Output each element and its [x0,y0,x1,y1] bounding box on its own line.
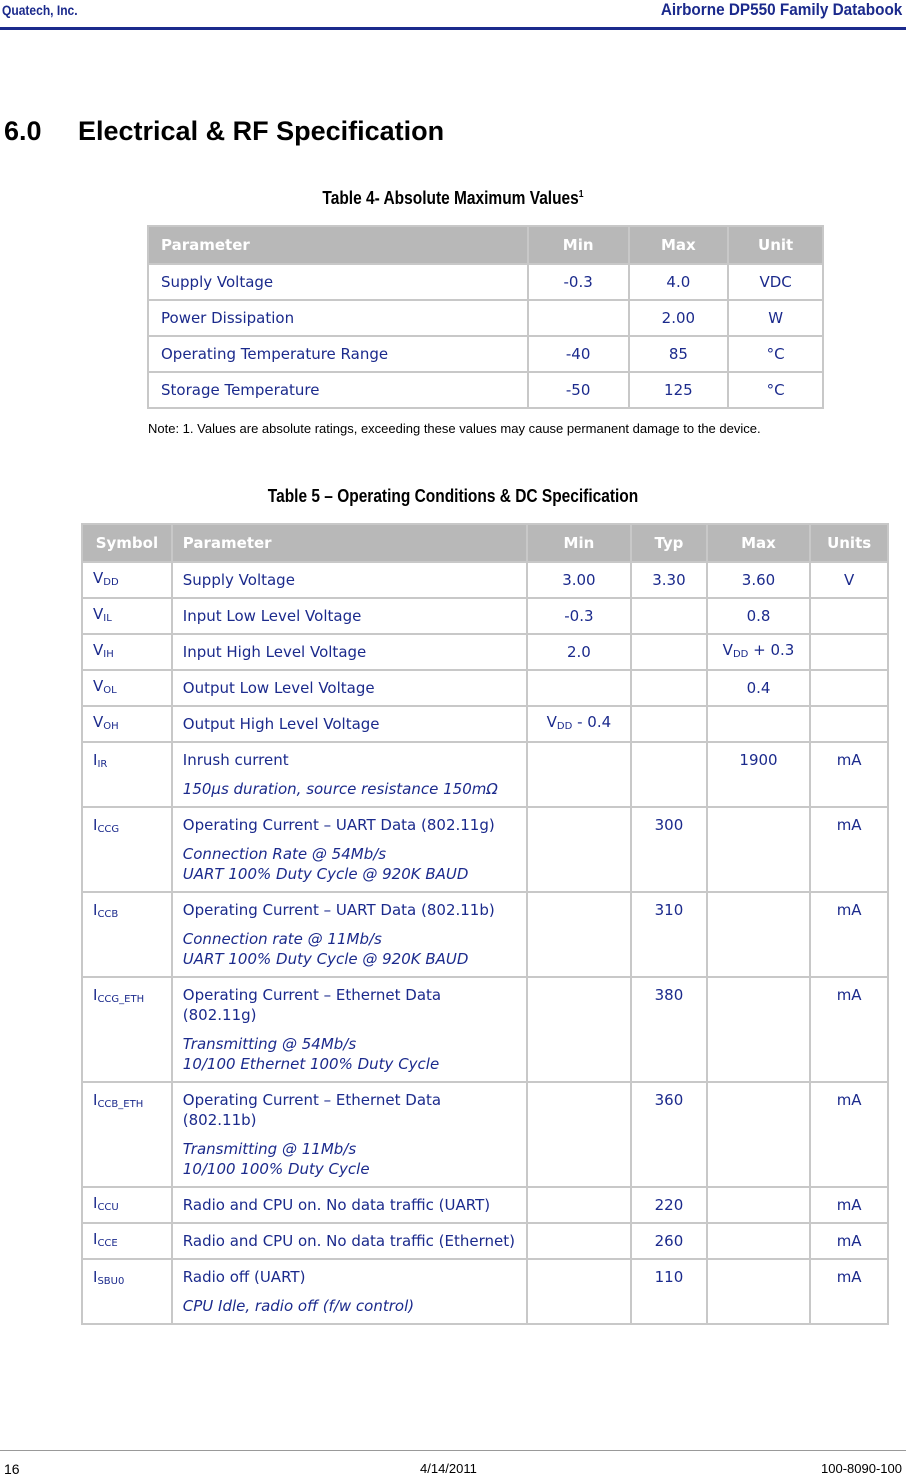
cell-min: 3.00 [527,562,631,598]
cell-symbol: $V_{DD}$ [82,562,172,598]
cell-min: -0.3 [528,264,629,300]
cell-max [707,1223,811,1259]
table4-caption-text: Table 4- Absolute Maximum Values [322,188,579,208]
cell-max [707,1082,811,1187]
col-header-min: Min [528,226,629,264]
cell-max [707,807,811,892]
cell-unit: °C [728,336,823,372]
col-header-unit: Unit [728,226,823,264]
cell-max [707,706,811,742]
cell-min [527,1082,631,1187]
cell-unit: mA [810,807,888,892]
cell-max [707,1259,811,1324]
cell-symbol: $V_{OH}$ [82,706,172,742]
cell-unit: mA [810,977,888,1082]
cell-symbol: $I_{CCE}$ [82,1223,172,1259]
cell-max: 125 [629,372,729,408]
cell-parameter: Output High Level Voltage [172,706,527,742]
table4-caption-footnote: 1 [578,189,584,200]
table-row [82,1223,888,1259]
cell-min [528,300,629,336]
table-row [82,1259,888,1324]
cell-min: $V_{DD} - 0.4$ [527,706,631,742]
cell-parameter: Storage Temperature [148,372,528,408]
cell-min [527,1223,631,1259]
cell-max: 1900 [707,742,811,807]
cell-unit [810,634,888,670]
cell-max: 2.00 [629,300,729,336]
cell-typ: 220 [631,1187,707,1223]
table-row [82,562,888,598]
cell-typ [631,706,707,742]
cell-min: -0.3 [527,598,631,634]
section-title: Electrical & RF Specification [78,116,445,146]
cell-parameter: Radio and CPU on. No data traffic (UART) [172,1187,527,1223]
table-row [82,977,888,1082]
cell-symbol: $I_{CCB\_ETH}$ [82,1082,172,1187]
cell-unit [810,706,888,742]
cell-typ [631,634,707,670]
page-footer [0,1450,906,1480]
col-header-units: Units [810,524,888,562]
col-header-parameter: Parameter [148,226,528,264]
page-header [0,0,906,30]
cell-min [527,807,631,892]
table-row [148,372,823,408]
table-row [82,1187,888,1223]
table-row [148,336,823,372]
cell-typ [631,598,707,634]
table-row [82,706,888,742]
cell-unit: mA [810,1259,888,1324]
table-row [82,742,888,807]
table-row [148,300,823,336]
cell-parameter: Output Low Level Voltage [172,670,527,706]
table-header-row [148,226,823,264]
document-title: Airborne DP550 Family Databook [660,0,902,19]
cell-typ [631,670,707,706]
cell-min [527,742,631,807]
cell-parameter: Inrush current 150µs duration, source resistance 150mΩ [172,742,527,807]
cell-max: 0.4 [707,670,811,706]
cell-symbol: $V_{IL}$ [82,598,172,634]
company-name: Quatech, Inc. [2,2,78,18]
cell-typ: 300 [631,807,707,892]
cell-parameter: Radio and CPU on. No data traffic (Ethernet) [172,1223,527,1259]
cell-max [707,892,811,977]
col-header-symbol: Symbol [82,524,172,562]
cell-parameter: Input High Level Voltage [172,634,527,670]
cell-unit: mA [810,1187,888,1223]
cell-unit: °C [728,372,823,408]
cell-parameter: Operating Current – UART Data (802.11g) Connection Rate @ 54Mb/s UART 100% Duty Cycle @ 920K BAUD [172,807,527,892]
section-heading [4,116,444,147]
table4-caption [63,188,842,209]
cell-min [527,977,631,1082]
cell-min: -40 [528,336,629,372]
document-number: 100-8090-100 [821,1461,902,1476]
table-row [82,1082,888,1187]
cell-max: 3.60 [707,562,811,598]
cell-unit [810,598,888,634]
cell-min: -50 [528,372,629,408]
cell-unit: VDC [728,264,823,300]
cell-parameter: Power Dissipation [148,300,528,336]
cell-max [707,1187,811,1223]
col-header-max: Max [707,524,811,562]
table-row [82,598,888,634]
cell-parameter: Operating Current – UART Data (802.11b) Connection rate @ 11Mb/s UART 100% Duty Cycle @ 920K BAUD [172,892,527,977]
cell-symbol: $V_{IH}$ [82,634,172,670]
cell-max: $V_{DD} + 0.3$ [707,634,811,670]
cell-unit: mA [810,1082,888,1187]
absolute-maximum-table [147,225,824,409]
cell-symbol: $I_{CCG}$ [82,807,172,892]
footer-date: 4/14/2011 [420,1461,477,1476]
cell-symbol: $V_{OL}$ [82,670,172,706]
table-row [82,670,888,706]
cell-parameter: Operating Current – Ethernet Data (802.11g) Transmitting @ 54Mb/s 10/100 Ethernet 100% Duty Cycle [172,977,527,1082]
cell-parameter: Operating Current – Ethernet Data (802.11b) Transmitting @ 11Mb/s 10/100 100% Duty Cycle [172,1082,527,1187]
table-row [82,634,888,670]
cell-max: 85 [629,336,729,372]
cell-symbol: $I_{IR}$ [82,742,172,807]
cell-unit: V [810,562,888,598]
table-row [82,892,888,977]
table-header-row [82,524,888,562]
cell-parameter: Input Low Level Voltage [172,598,527,634]
table-row [82,807,888,892]
cell-parameter: Radio off (UART) CPU Idle, radio off (f/w control) [172,1259,527,1324]
cell-unit: W [728,300,823,336]
section-number: 6.0 [4,116,42,146]
cell-min [527,892,631,977]
cell-unit: mA [810,742,888,807]
cell-symbol: $I_{SBU0}$ [82,1259,172,1324]
table5-caption: Table 5 – Operating Conditions & DC Specification [267,486,639,506]
cell-symbol: $I_{CCG\_ETH}$ [82,977,172,1082]
operating-conditions-table [81,523,889,1325]
col-header-min: Min [527,524,631,562]
cell-min [527,1187,631,1223]
cell-unit [810,670,888,706]
col-header-parameter: Parameter [172,524,527,562]
cell-unit: mA [810,892,888,977]
col-header-max: Max [629,226,729,264]
table-row [148,264,823,300]
cell-parameter: Operating Temperature Range [148,336,528,372]
cell-max: 0.8 [707,598,811,634]
cell-max [707,977,811,1082]
cell-typ: 380 [631,977,707,1082]
cell-typ [631,742,707,807]
cell-parameter: Supply Voltage [172,562,527,598]
cell-typ: 360 [631,1082,707,1187]
cell-min: 2.0 [527,634,631,670]
cell-symbol: $I_{CCB}$ [82,892,172,977]
cell-parameter: Supply Voltage [148,264,528,300]
cell-min [527,670,631,706]
cell-symbol: $I_{CCU}$ [82,1187,172,1223]
cell-max: 4.0 [629,264,729,300]
cell-min [527,1259,631,1324]
col-header-typ: Typ [631,524,707,562]
page-number: 16 [4,1461,20,1477]
cell-typ: 3.30 [631,562,707,598]
cell-typ: 260 [631,1223,707,1259]
cell-unit: mA [810,1223,888,1259]
cell-typ: 310 [631,892,707,977]
table4-note: Note: 1. Values are absolute ratings, exceeding these values may cause permanent damage to the device. [148,421,761,436]
cell-typ: 110 [631,1259,707,1324]
